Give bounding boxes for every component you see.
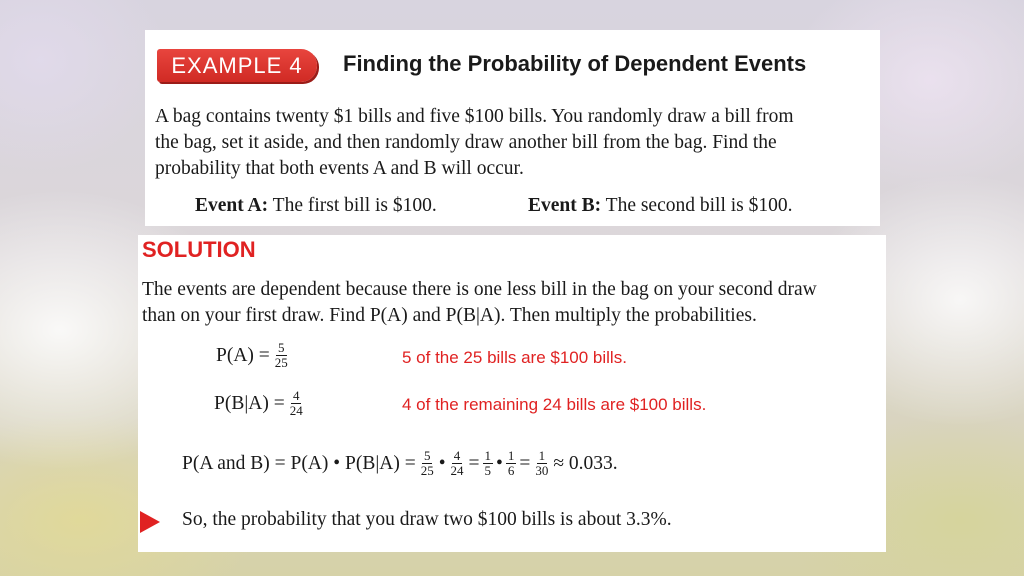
fraction [449, 449, 466, 478]
numerator: 1 [484, 448, 492, 463]
problem-line: A bag contains twenty $1 bills and five $100 bills. You randomly draw a bill from [155, 106, 794, 127]
numerator: 1 [538, 448, 546, 463]
solution-intro [142, 277, 882, 329]
equation-p-a-and-b [182, 449, 618, 478]
denominator: 25 [274, 355, 288, 370]
denominator: 24 [450, 463, 464, 478]
multiply-dot: • [438, 452, 446, 474]
event-a-text: The first bill is $100. [272, 195, 437, 216]
problem-line: the bag, set it aside, and then randomly draw another bill from the bag. Find the [155, 132, 777, 153]
problem-line: probability that both events A and B will occur. [155, 158, 524, 179]
equation-p-b-given-a [214, 389, 308, 418]
event-b [528, 195, 793, 217]
equation-note: 4 of the remaining 24 bills are $100 bills. [402, 395, 707, 414]
numerator: 5 [423, 448, 431, 463]
equation-lhs: P(B|A) = [214, 392, 285, 414]
numerator: 4 [453, 448, 461, 463]
numerator: 4 [292, 388, 300, 403]
fraction [533, 449, 550, 478]
equals-sign: = [519, 452, 531, 474]
problem-statement [155, 104, 875, 182]
solution-intro-line: than on your first draw. Find P(A) and P(B|A). Then multiply the probabilities. [142, 305, 757, 326]
example-panel [145, 30, 880, 226]
solution-heading: SOLUTION [142, 237, 256, 262]
event-b-label: Event B: [528, 195, 602, 216]
denominator: 24 [289, 403, 303, 418]
denominator: 30 [535, 463, 549, 478]
equation-p-a [216, 341, 293, 370]
equals-sign: = [468, 452, 480, 474]
event-a-label: Event A: [195, 195, 269, 216]
red-arrow-icon [140, 511, 160, 533]
conclusion-text: So, the probability that you draw two $100 bills is about 3.3%. [182, 509, 672, 530]
equation-note: 5 of the 25 bills are $100 bills. [402, 348, 627, 367]
solution-intro-line: The events are dependent because there is one less bill in the bag on your second draw [142, 279, 817, 300]
denominator: 25 [420, 463, 434, 478]
event-a [195, 195, 437, 217]
equation-lhs: P(A) = [216, 344, 270, 366]
example-badge: EXAMPLE 4 [157, 49, 317, 82]
numerator: 5 [278, 340, 285, 355]
solution-panel [138, 235, 886, 552]
denominator: 6 [507, 463, 515, 478]
numerator: 1 [507, 448, 515, 463]
multiply-dot: • [496, 452, 503, 474]
equation-lhs: P(A and B) = P(A) • P(B|A) = [182, 452, 416, 474]
fraction [483, 449, 494, 478]
fraction [288, 389, 305, 418]
fraction [419, 449, 436, 478]
event-b-text: The second bill is $100. [605, 195, 793, 216]
approx-result: ≈ 0.033. [553, 452, 618, 474]
example-title: Finding the Probability of Dependent Events [343, 51, 807, 76]
fraction [273, 341, 290, 370]
denominator: 5 [484, 463, 492, 478]
fraction [506, 449, 517, 478]
